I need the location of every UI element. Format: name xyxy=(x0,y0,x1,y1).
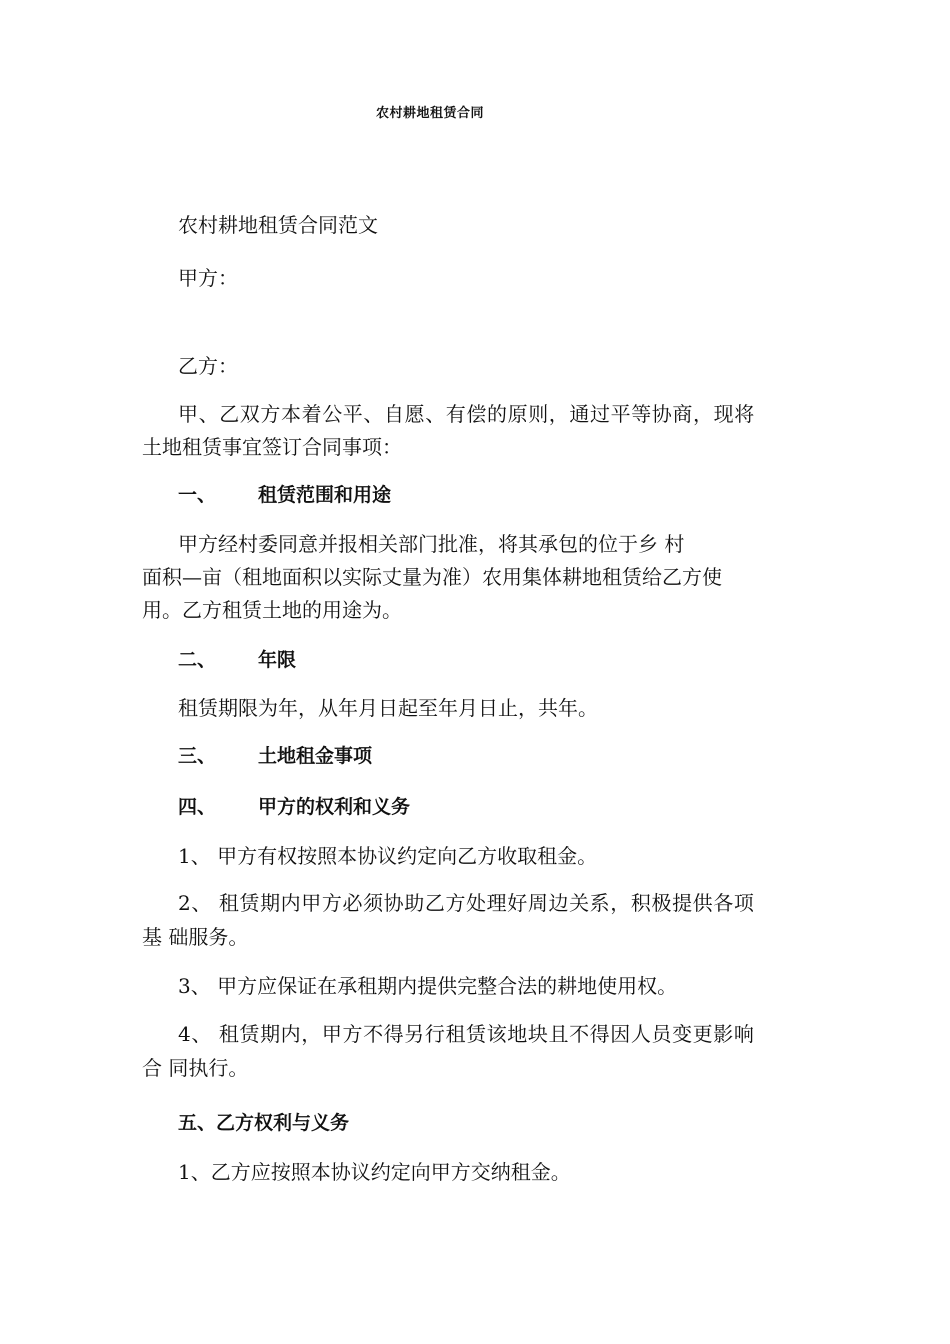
section-number: 二、 xyxy=(178,649,217,671)
section-number: 一、 xyxy=(178,484,217,506)
party-a-label: 甲方： xyxy=(178,266,238,290)
section-heading xyxy=(178,644,296,676)
section-title: 年限 xyxy=(258,649,297,671)
list-item: 1、 甲方有权按照本协议约定向乙方收取租金。 xyxy=(178,844,598,868)
paragraph-line: 用。乙方租赁土地的用途为。 xyxy=(142,598,402,622)
preamble-line: 土地租赁事宜签订合同事项： xyxy=(142,435,402,459)
paragraph-line: 面积—亩（租地面积以实际丈量为准）农用集体耕地租赁给乙方使 xyxy=(142,565,722,589)
list-item: 4、 租赁期内，甲方不得另行租赁该地块且不得因人员变更影响 xyxy=(178,1022,755,1046)
section-title: 土地租金事项 xyxy=(258,745,373,767)
section-heading xyxy=(178,791,410,823)
list-item: 1、乙方应按照本协议约定向甲方交纳租金。 xyxy=(178,1160,571,1184)
section-heading: 五、乙方权利与义务 xyxy=(178,1112,350,1134)
paragraph-line: 租赁期限为年，从年月日起至年月日止，共年。 xyxy=(178,696,598,720)
section-title: 租赁范围和用途 xyxy=(258,484,392,506)
preamble-line: 甲、乙双方本着公平、自愿、有偿的原则，通过平等协商，现将 xyxy=(178,402,755,426)
party-b-label: 乙方： xyxy=(178,354,238,378)
list-item: 2、 租赁期内甲方必须协助乙方处理好周边关系，积极提供各项 xyxy=(178,891,755,915)
document-title: 农村耕地租赁合同范文 xyxy=(178,213,378,237)
section-heading xyxy=(178,740,372,772)
section-number: 四、 xyxy=(178,796,217,818)
section-heading xyxy=(178,479,391,511)
paragraph-line: 甲方经村委同意并报相关部门批准，将其承包的位于乡 村 xyxy=(178,532,685,556)
list-item-continuation: 基 础服务。 xyxy=(142,925,249,949)
list-item: 3、 甲方应保证在承租期内提供完整合法的耕地使用权。 xyxy=(178,974,678,998)
section-title: 甲方的权利和义务 xyxy=(258,796,411,818)
list-item-continuation: 合 同执行。 xyxy=(142,1056,249,1080)
section-number: 三、 xyxy=(178,745,217,767)
running-title: 农村耕地租赁合同 xyxy=(376,106,485,121)
